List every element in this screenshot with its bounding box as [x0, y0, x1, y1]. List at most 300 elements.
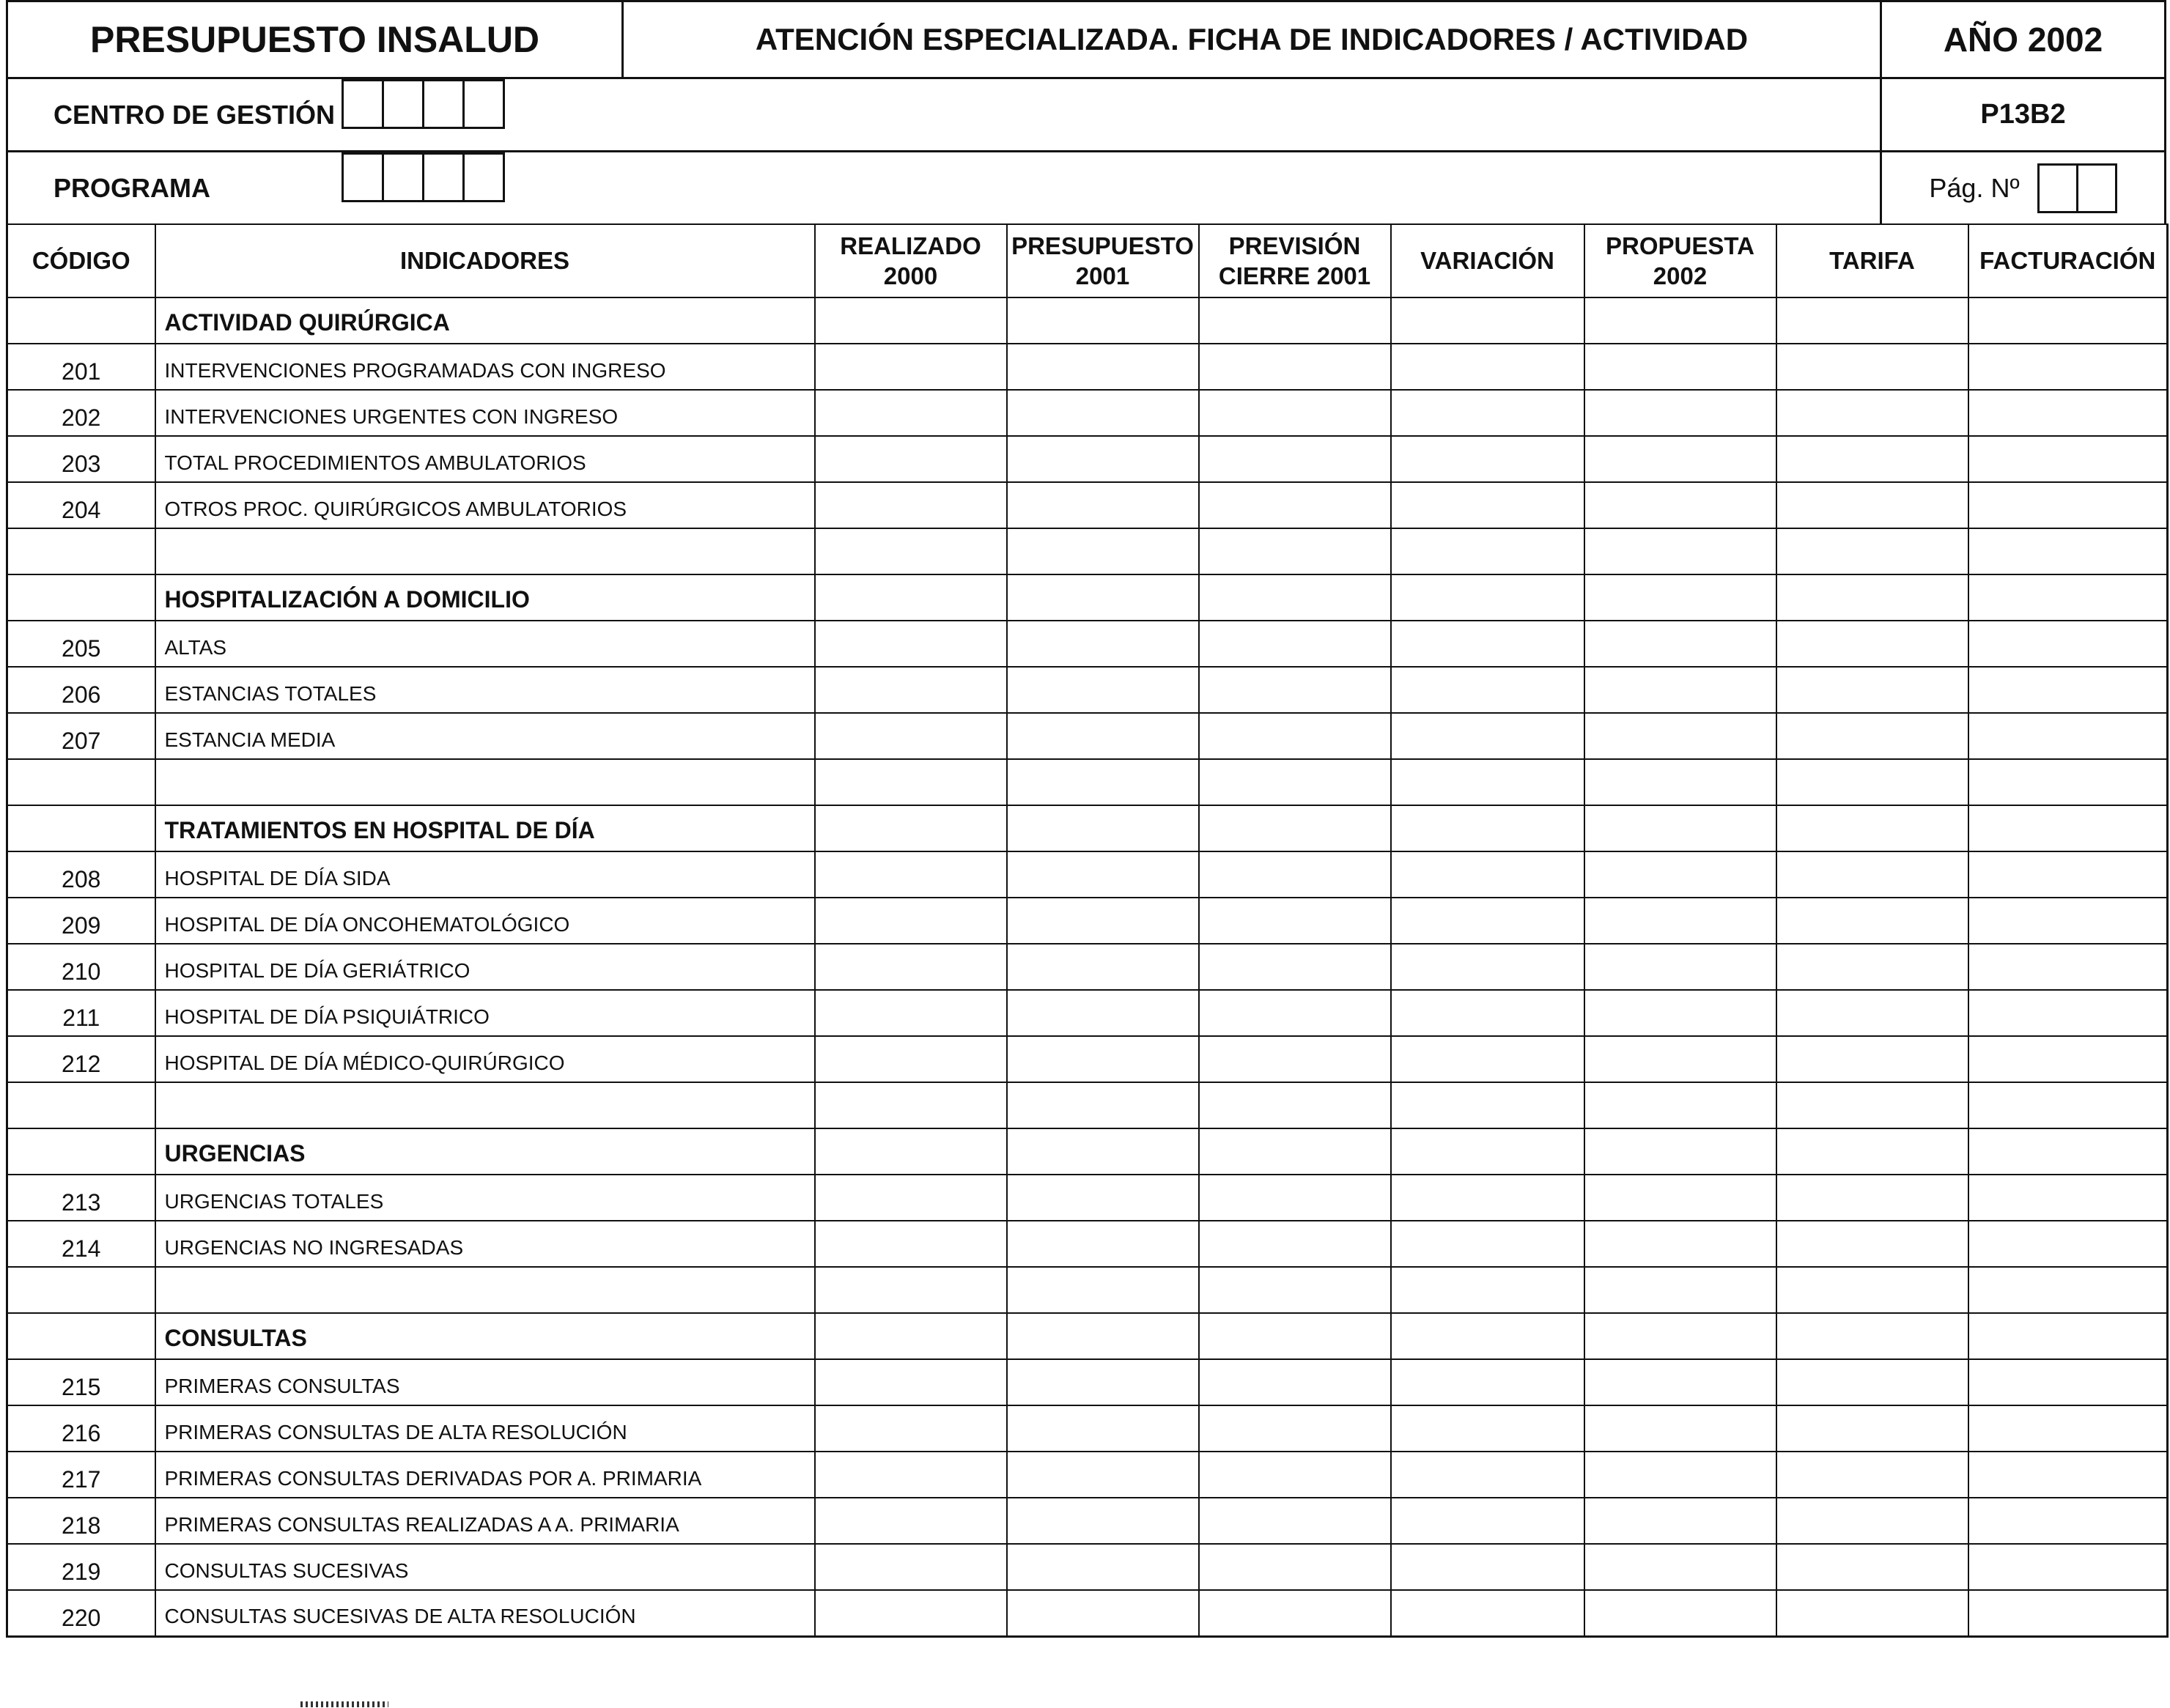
value-cell	[1199, 805, 1391, 851]
value-cell	[1391, 1267, 1584, 1313]
blank-row	[7, 759, 2168, 805]
table-row	[7, 1405, 2168, 1452]
value-cell[interactable]	[1199, 1452, 1391, 1498]
table-row	[7, 1359, 2168, 1405]
value-cell	[815, 1128, 1007, 1175]
value-cell[interactable]	[1584, 944, 1776, 990]
table-row	[7, 390, 2168, 436]
value-cell[interactable]	[1199, 482, 1391, 528]
value-cell[interactable]	[1391, 344, 1584, 390]
centro-code-boxes[interactable]	[342, 79, 505, 129]
value-cell	[1968, 1128, 2168, 1175]
value-cell[interactable]	[1199, 1590, 1391, 1636]
value-cell	[1199, 574, 1391, 621]
section-title: ACTIVIDAD QUIRÚRGICA	[155, 297, 815, 344]
value-cell[interactable]	[815, 482, 1007, 528]
value-cell[interactable]	[815, 898, 1007, 944]
value-cell[interactable]	[1199, 713, 1391, 759]
table-row	[7, 1544, 2168, 1590]
indicator-label: HOSPITAL DE DÍA MÉDICO-QUIRÚRGICO	[155, 1036, 815, 1082]
form-year: AÑO 2002	[1880, 2, 2164, 77]
value-cell	[1007, 574, 1199, 621]
value-cell[interactable]	[1968, 1036, 2168, 1082]
value-cell[interactable]	[1584, 1544, 1776, 1590]
value-cell[interactable]	[1968, 1590, 2168, 1636]
value-cell	[815, 759, 1007, 805]
value-cell[interactable]	[1584, 1452, 1776, 1498]
value-cell[interactable]	[1199, 1036, 1391, 1082]
value-cell[interactable]	[815, 390, 1007, 436]
table-row	[7, 851, 2168, 898]
section-row	[7, 805, 2168, 851]
value-cell[interactable]	[1199, 1498, 1391, 1544]
table-row	[7, 1498, 2168, 1544]
indicator-label: URGENCIAS NO INGRESADAS	[155, 1221, 815, 1267]
value-cell	[1968, 1267, 2168, 1313]
table-row	[7, 1036, 2168, 1082]
column-header: FACTURACIÓN	[1968, 224, 2168, 297]
column-header-row	[7, 224, 2168, 297]
value-cell[interactable]	[1776, 1590, 1968, 1636]
value-cell[interactable]	[1391, 1498, 1584, 1544]
value-cell[interactable]	[1199, 1405, 1391, 1452]
value-cell	[1391, 1313, 1584, 1359]
indicator-label	[155, 1267, 815, 1313]
value-cell[interactable]	[1584, 1036, 1776, 1082]
table-row	[7, 667, 2168, 713]
indicator-label: OTROS PROC. QUIRÚRGICOS AMBULATORIOS	[155, 482, 815, 528]
table-row	[7, 1175, 2168, 1221]
indicator-label: CONSULTAS SUCESIVAS DE ALTA RESOLUCIÓN	[155, 1590, 815, 1636]
value-cell[interactable]	[1199, 851, 1391, 898]
value-cell[interactable]	[815, 1405, 1007, 1452]
section-title: HOSPITALIZACIÓN A DOMICILIO	[155, 574, 815, 621]
indicator-label	[155, 1082, 815, 1128]
value-cell[interactable]	[1584, 1221, 1776, 1267]
value-cell[interactable]	[1199, 990, 1391, 1036]
value-cell[interactable]	[1968, 713, 2168, 759]
value-cell[interactable]	[1007, 944, 1199, 990]
table-row	[7, 482, 2168, 528]
value-cell[interactable]	[1776, 482, 1968, 528]
column-header: INDICADORES	[155, 224, 815, 297]
value-cell	[1391, 297, 1584, 344]
value-cell	[1199, 528, 1391, 574]
section-title: CONSULTAS	[155, 1313, 815, 1359]
value-cell	[1968, 1313, 2168, 1359]
value-cell[interactable]	[1391, 1036, 1584, 1082]
indicator-code: 212	[7, 1036, 155, 1082]
value-cell[interactable]	[1007, 713, 1199, 759]
table-row	[7, 1221, 2168, 1267]
indicator-label: HOSPITAL DE DÍA GERIÁTRICO	[155, 944, 815, 990]
value-cell	[1007, 1082, 1199, 1128]
value-cell[interactable]	[1584, 344, 1776, 390]
indicator-code: 205	[7, 621, 155, 667]
value-cell[interactable]	[1199, 944, 1391, 990]
indicators-table	[6, 223, 2169, 1638]
value-cell[interactable]	[1776, 713, 1968, 759]
blank-row	[7, 528, 2168, 574]
value-cell	[1007, 528, 1199, 574]
value-cell[interactable]	[1007, 898, 1199, 944]
centro-label: CENTRO DE GESTIÓN	[53, 99, 336, 130]
value-cell[interactable]	[1968, 944, 2168, 990]
value-cell[interactable]	[1776, 667, 1968, 713]
value-cell[interactable]	[1776, 1175, 1968, 1221]
column-header: PREVISIÓN CIERRE 2001	[1199, 224, 1391, 297]
value-cell	[1776, 1082, 1968, 1128]
indicator-code: 203	[7, 436, 155, 482]
value-cell[interactable]	[815, 1544, 1007, 1590]
value-cell	[815, 1082, 1007, 1128]
value-cell[interactable]	[1199, 667, 1391, 713]
indicator-code: 208	[7, 851, 155, 898]
indicator-code: 213	[7, 1175, 155, 1221]
value-cell[interactable]	[1391, 482, 1584, 528]
value-cell[interactable]	[1584, 390, 1776, 436]
value-cell	[1968, 574, 2168, 621]
indicator-label: ALTAS	[155, 621, 815, 667]
value-cell[interactable]	[1968, 1405, 2168, 1452]
value-cell[interactable]	[815, 1498, 1007, 1544]
value-cell[interactable]	[1776, 990, 1968, 1036]
value-cell[interactable]	[1776, 344, 1968, 390]
value-cell[interactable]	[1391, 1175, 1584, 1221]
indicator-label: HOSPITAL DE DÍA PSIQUIÁTRICO	[155, 990, 815, 1036]
section-row	[7, 297, 2168, 344]
page-number-field	[1880, 152, 2164, 223]
table-row	[7, 1590, 2168, 1636]
value-cell[interactable]	[1007, 1452, 1199, 1498]
value-cell	[1776, 1128, 1968, 1175]
value-cell[interactable]	[1584, 713, 1776, 759]
indicator-label: HOSPITAL DE DÍA ONCOHEMATOLÓGICO	[155, 898, 815, 944]
table-row	[7, 713, 2168, 759]
value-cell[interactable]	[1584, 667, 1776, 713]
value-cell	[1007, 1313, 1199, 1359]
value-cell[interactable]	[1391, 621, 1584, 667]
indicator-label: INTERVENCIONES URGENTES CON INGRESO	[155, 390, 815, 436]
value-cell[interactable]	[815, 436, 1007, 482]
value-cell	[815, 528, 1007, 574]
blank-row	[7, 1082, 2168, 1128]
value-cell	[1199, 1313, 1391, 1359]
blank-row	[7, 1267, 2168, 1313]
value-cell	[1391, 528, 1584, 574]
value-cell	[1007, 297, 1199, 344]
value-cell[interactable]	[1776, 1221, 1968, 1267]
value-cell[interactable]	[1776, 1405, 1968, 1452]
table-row	[7, 990, 2168, 1036]
value-cell[interactable]	[1007, 1036, 1199, 1082]
value-cell	[1584, 297, 1776, 344]
indicator-label: ESTANCIA MEDIA	[155, 713, 815, 759]
section-row	[7, 1128, 2168, 1175]
value-cell	[1776, 574, 1968, 621]
indicator-label: PRIMERAS CONSULTAS DE ALTA RESOLUCIÓN	[155, 1405, 815, 1452]
value-cell[interactable]	[1199, 344, 1391, 390]
indicator-label: CONSULTAS SUCESIVAS	[155, 1544, 815, 1590]
value-cell	[815, 1313, 1007, 1359]
indicator-code: 215	[7, 1359, 155, 1405]
value-cell[interactable]	[1199, 390, 1391, 436]
value-cell[interactable]	[1968, 1544, 2168, 1590]
value-cell	[1584, 1082, 1776, 1128]
indicator-label: ESTANCIAS TOTALES	[155, 667, 815, 713]
form-title: PRESUPUESTO INSALUD	[8, 2, 624, 77]
value-cell[interactable]	[1584, 990, 1776, 1036]
table-row	[7, 621, 2168, 667]
centro-row	[6, 77, 2166, 150]
page-label: Pág. Nº	[1929, 172, 2020, 203]
section-row	[7, 1313, 2168, 1359]
value-cell[interactable]	[1199, 898, 1391, 944]
value-cell[interactable]	[1391, 436, 1584, 482]
table-row	[7, 344, 2168, 390]
value-cell[interactable]	[1391, 713, 1584, 759]
indicator-code: 210	[7, 944, 155, 990]
indicator-form	[6, 0, 2166, 1638]
indicator-code: 219	[7, 1544, 155, 1590]
value-cell[interactable]	[1776, 436, 1968, 482]
value-cell[interactable]	[1007, 1590, 1199, 1636]
value-cell[interactable]	[1584, 1359, 1776, 1405]
indicator-code	[7, 574, 155, 621]
value-cell[interactable]	[1391, 851, 1584, 898]
value-cell[interactable]	[1391, 1221, 1584, 1267]
value-cell[interactable]	[1968, 1221, 2168, 1267]
indicators-body	[7, 297, 2168, 1636]
value-cell[interactable]	[815, 667, 1007, 713]
value-cell	[1776, 1313, 1968, 1359]
value-cell	[1584, 759, 1776, 805]
column-header: PROPUESTA 2002	[1584, 224, 1776, 297]
value-cell[interactable]	[1007, 667, 1199, 713]
value-cell[interactable]	[1007, 1544, 1199, 1590]
value-cell[interactable]	[1584, 621, 1776, 667]
value-cell[interactable]	[1968, 1452, 2168, 1498]
indicator-label: INTERVENCIONES PROGRAMADAS CON INGRESO	[155, 344, 815, 390]
indicator-code	[7, 297, 155, 344]
value-cell[interactable]	[1584, 851, 1776, 898]
table-row	[7, 436, 2168, 482]
value-cell	[1199, 1267, 1391, 1313]
value-cell[interactable]	[1007, 436, 1199, 482]
value-cell[interactable]	[1584, 898, 1776, 944]
value-cell[interactable]	[815, 944, 1007, 990]
value-cell[interactable]	[1968, 482, 2168, 528]
value-cell[interactable]	[1968, 1359, 2168, 1405]
value-cell[interactable]	[1584, 482, 1776, 528]
page-number-boxes[interactable]	[2037, 163, 2117, 213]
column-header: CÓDIGO	[7, 224, 155, 297]
form-code: P13B2	[1880, 79, 2164, 150]
value-cell	[1391, 574, 1584, 621]
value-cell[interactable]	[1776, 1036, 1968, 1082]
value-cell[interactable]	[1007, 1175, 1199, 1221]
value-cell[interactable]	[1007, 621, 1199, 667]
value-cell	[815, 1267, 1007, 1313]
value-cell[interactable]	[1968, 667, 2168, 713]
value-cell[interactable]	[1007, 482, 1199, 528]
value-cell	[1199, 759, 1391, 805]
value-cell[interactable]	[815, 851, 1007, 898]
indicator-code	[7, 805, 155, 851]
value-cell	[1968, 805, 2168, 851]
section-title: URGENCIAS	[155, 1128, 815, 1175]
value-cell[interactable]	[1007, 1221, 1199, 1267]
indicator-label: PRIMERAS CONSULTAS DERIVADAS POR A. PRIMARIA	[155, 1452, 815, 1498]
table-row	[7, 944, 2168, 990]
indicator-code: 207	[7, 713, 155, 759]
value-cell[interactable]	[815, 1221, 1007, 1267]
indicator-label	[155, 759, 815, 805]
programa-code-boxes[interactable]	[342, 152, 505, 202]
indicator-code: 206	[7, 667, 155, 713]
value-cell	[1199, 297, 1391, 344]
value-cell[interactable]	[1968, 436, 2168, 482]
table-row	[7, 1452, 2168, 1498]
value-cell[interactable]	[1776, 898, 1968, 944]
value-cell	[1391, 1082, 1584, 1128]
value-cell	[1391, 1128, 1584, 1175]
value-cell[interactable]	[1391, 1590, 1584, 1636]
value-cell[interactable]	[1968, 344, 2168, 390]
value-cell[interactable]	[1776, 1452, 1968, 1498]
value-cell[interactable]	[1776, 1544, 1968, 1590]
value-cell[interactable]	[815, 990, 1007, 1036]
value-cell[interactable]	[1968, 1498, 2168, 1544]
value-cell[interactable]	[1584, 1590, 1776, 1636]
indicator-code: 216	[7, 1405, 155, 1452]
form-header	[6, 0, 2166, 77]
value-cell	[1007, 1267, 1199, 1313]
value-cell[interactable]	[1776, 390, 1968, 436]
value-cell	[1584, 1313, 1776, 1359]
value-cell[interactable]	[1968, 851, 2168, 898]
value-cell[interactable]	[1007, 1498, 1199, 1544]
indicator-label: PRIMERAS CONSULTAS	[155, 1359, 815, 1405]
value-cell	[1007, 1128, 1199, 1175]
value-cell[interactable]	[1391, 944, 1584, 990]
table-row	[7, 898, 2168, 944]
value-cell[interactable]	[1584, 1175, 1776, 1221]
value-cell[interactable]	[1199, 1175, 1391, 1221]
value-cell[interactable]	[1776, 1359, 1968, 1405]
column-header: VARIACIÓN	[1391, 224, 1584, 297]
value-cell	[1776, 297, 1968, 344]
value-cell[interactable]	[815, 344, 1007, 390]
value-cell[interactable]	[1007, 390, 1199, 436]
value-cell[interactable]	[1584, 1405, 1776, 1452]
value-cell[interactable]	[1776, 1498, 1968, 1544]
value-cell	[1776, 759, 1968, 805]
value-cell	[1776, 1267, 1968, 1313]
value-cell[interactable]	[1776, 851, 1968, 898]
value-cell	[1584, 1267, 1776, 1313]
value-cell[interactable]	[1776, 621, 1968, 667]
indicator-code: 214	[7, 1221, 155, 1267]
indicator-code: 211	[7, 990, 155, 1036]
value-cell	[1007, 805, 1199, 851]
value-cell[interactable]	[1391, 667, 1584, 713]
value-cell[interactable]	[1391, 1359, 1584, 1405]
form-subtitle: ATENCIÓN ESPECIALIZADA. FICHA DE INDICADORES / ACTIVIDAD	[755, 22, 1749, 56]
indicator-code: 204	[7, 482, 155, 528]
value-cell	[1584, 528, 1776, 574]
value-cell[interactable]	[815, 1452, 1007, 1498]
indicator-label	[155, 528, 815, 574]
column-header: TARIFA	[1776, 224, 1968, 297]
value-cell[interactable]	[1199, 1544, 1391, 1590]
value-cell[interactable]	[815, 1036, 1007, 1082]
indicator-code: 218	[7, 1498, 155, 1544]
value-cell[interactable]	[1199, 621, 1391, 667]
value-cell[interactable]	[1968, 1175, 2168, 1221]
value-cell[interactable]	[1391, 390, 1584, 436]
value-cell[interactable]	[1007, 990, 1199, 1036]
value-cell[interactable]	[815, 713, 1007, 759]
value-cell[interactable]	[1007, 1359, 1199, 1405]
indicator-label: HOSPITAL DE DÍA SIDA	[155, 851, 815, 898]
value-cell[interactable]	[1968, 898, 2168, 944]
value-cell[interactable]	[1776, 944, 1968, 990]
indicator-label: URGENCIAS TOTALES	[155, 1175, 815, 1221]
value-cell[interactable]	[1391, 1452, 1584, 1498]
value-cell[interactable]	[1391, 1405, 1584, 1452]
indicator-code	[7, 1082, 155, 1128]
value-cell[interactable]	[815, 1175, 1007, 1221]
value-cell[interactable]	[815, 1359, 1007, 1405]
value-cell	[815, 574, 1007, 621]
value-cell[interactable]	[1199, 1359, 1391, 1405]
value-cell	[815, 805, 1007, 851]
indicator-code	[7, 1313, 155, 1359]
programa-row	[6, 150, 2166, 223]
value-cell[interactable]	[1968, 621, 2168, 667]
value-cell[interactable]	[1007, 1405, 1199, 1452]
value-cell	[1968, 528, 2168, 574]
value-cell[interactable]	[1199, 436, 1391, 482]
value-cell	[1199, 1082, 1391, 1128]
value-cell[interactable]	[1391, 898, 1584, 944]
value-cell	[1968, 759, 2168, 805]
value-cell	[1776, 805, 1968, 851]
value-cell[interactable]	[815, 1590, 1007, 1636]
indicator-code	[7, 759, 155, 805]
value-cell[interactable]	[1007, 344, 1199, 390]
indicator-code	[7, 1267, 155, 1313]
value-cell[interactable]	[1007, 851, 1199, 898]
indicator-code	[7, 1128, 155, 1175]
value-cell	[1584, 805, 1776, 851]
value-cell[interactable]	[1199, 1221, 1391, 1267]
value-cell[interactable]	[1391, 990, 1584, 1036]
value-cell	[1968, 297, 2168, 344]
value-cell[interactable]	[1391, 1544, 1584, 1590]
value-cell[interactable]	[1584, 436, 1776, 482]
value-cell	[1776, 528, 1968, 574]
scan-barcode-mark	[300, 1701, 388, 1707]
value-cell[interactable]	[1584, 1498, 1776, 1544]
value-cell[interactable]	[815, 621, 1007, 667]
value-cell[interactable]	[1968, 390, 2168, 436]
column-header: REALIZADO 2000	[815, 224, 1007, 297]
value-cell	[1007, 759, 1199, 805]
value-cell[interactable]	[1968, 990, 2168, 1036]
value-cell	[1968, 1082, 2168, 1128]
